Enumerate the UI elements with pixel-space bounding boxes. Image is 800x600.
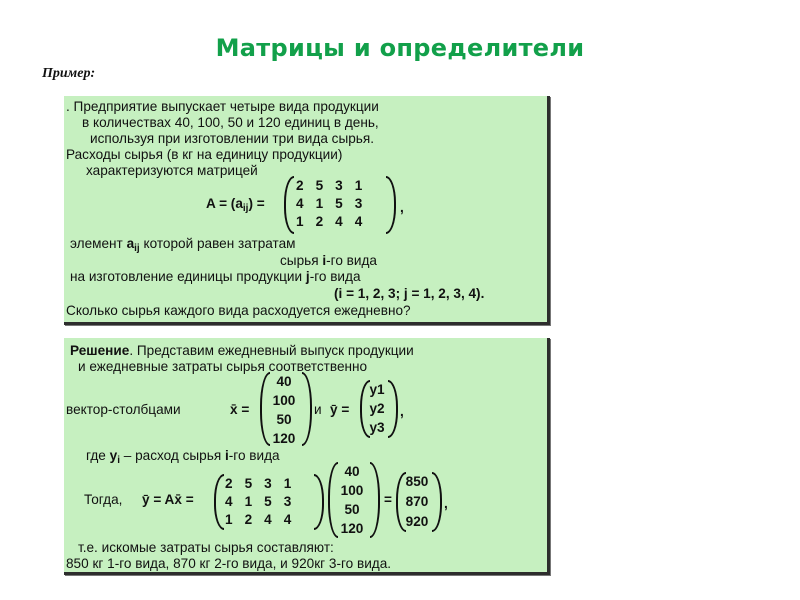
x-vector-lhs: x̄ = [230, 402, 250, 417]
y-vector-lhs: ȳ = [330, 402, 350, 417]
problem-line-2: в количествах 40, 100, 50 и 120 единиц в день, [82, 115, 379, 130]
matrix-row: 1 2 4 4 [296, 214, 363, 229]
x2-right-bracket [370, 462, 380, 538]
matrix-row: 2 5 3 1 [225, 476, 292, 491]
matrix-a [290, 177, 368, 231]
then-lhs: ȳ = Ax̄ = [142, 492, 194, 507]
x-vector-repeat: 40 100 50 120 [340, 464, 364, 536]
matrix-a-repeat [219, 475, 297, 529]
matrix-lhs: $A = (a_{ij})$ = [206, 196, 265, 214]
problem-line-3: используя при изготовлении три вида сырья. [90, 131, 375, 146]
problem-line-7: сырья i-го вида [280, 253, 377, 268]
where-line: где $y_i$ – расход сырья i-го вида [86, 448, 280, 466]
matrix-row: 1 2 4 4 [225, 512, 292, 527]
matrix-row: 4 1 5 3 [225, 494, 292, 509]
matrix2-right-bracket [314, 474, 324, 530]
solution-line-1: Решение. Представим ежедневный выпуск продукции [70, 343, 414, 358]
y-right-bracket [388, 380, 398, 438]
result-vector: 850 870 920 [405, 474, 429, 529]
problem-panel [64, 96, 550, 325]
solution-panel [64, 338, 550, 575]
index-ranges: (i = 1, 2, 3; j = 1, 2, 3, 4). [334, 286, 485, 301]
x-vector: 40 100 50 120 [272, 374, 296, 446]
problem-line-8: на изготовление единицы продукции j-го вида [70, 269, 361, 284]
problem-question: Сколько сырья каждого вида расходуется ежедневно? [66, 303, 411, 318]
result-right-bracket [432, 472, 442, 532]
equals-sign: = [384, 492, 392, 507]
problem-line-6: элемент $a_{ij}$ которой равен затратам [70, 236, 296, 254]
and-text: и [314, 402, 322, 417]
vectors-label: вектор-столбцами [66, 402, 181, 417]
y-comma: , [400, 404, 404, 419]
problem-line-5: характеризуются матрицей [86, 163, 258, 178]
solution-line-2: и ежедневные затраты сырья соответственно [78, 359, 368, 374]
matrix-row: 2 5 3 1 [296, 178, 363, 193]
result-comma: , [444, 496, 448, 511]
problem-line-4: Расходы сырья (в кг на единицу продукции) [66, 147, 343, 162]
example-label: Пример: [42, 66, 96, 81]
matrix-right-bracket [386, 176, 396, 234]
solution-label: Решение [70, 343, 130, 358]
x-right-bracket [302, 372, 312, 446]
y-vector: y1 y2 y3 [369, 382, 385, 435]
problem-line-1: . Предприятие выпускает четыре вида продукции [66, 99, 379, 114]
conclusion-line-2: 850 кг 1-го вида, 870 кг 2-го вида, и 920кг 3-го вида. [66, 556, 392, 571]
conclusion-line-1: т.е. искомые затраты сырья составляют: [78, 540, 334, 555]
matrix-row: 4 1 5 3 [296, 196, 363, 211]
matrix-comma: , [400, 200, 404, 215]
then-label: Тогда, [84, 492, 123, 507]
page-title: Матрицы и определители [215, 34, 585, 62]
